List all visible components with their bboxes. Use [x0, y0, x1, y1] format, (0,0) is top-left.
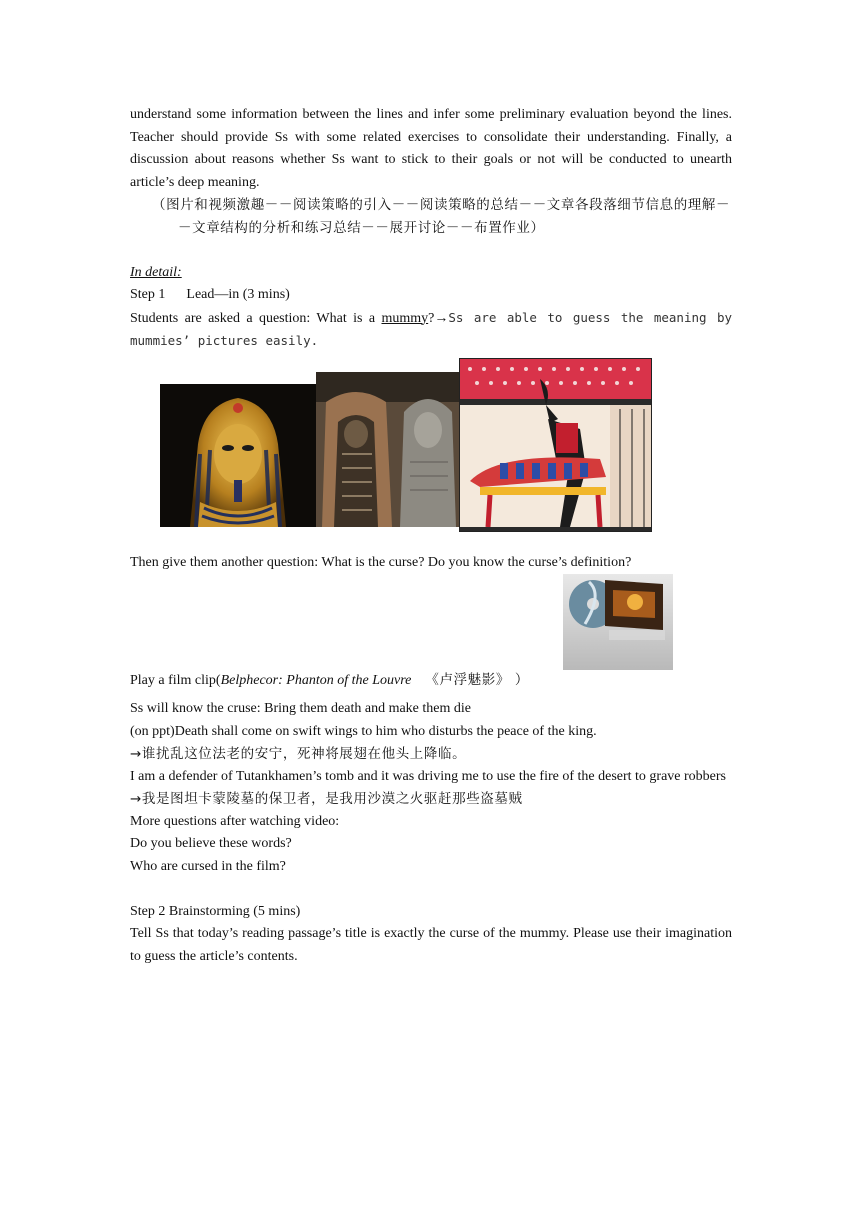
defender-quote-translation: →我是图坦卡蒙陵墓的保卫者，是我用沙漠之火驱赶那些盗墓贼: [130, 791, 523, 807]
step1-note: Ss are able to guess the meaning by mummies’ pictures easily.: [130, 309, 732, 348]
curse-question: Then give them another question: What is the curse? Do you know the curse’s definition?: [130, 554, 632, 570]
more-questions-line: More questions after watching video:: [130, 813, 340, 829]
dvd-cover-image: [563, 574, 673, 670]
film-clip-row: [130, 574, 732, 692]
document-page: [130, 104, 732, 968]
step2-heading: Step 2 Brainstorming (5 mins): [130, 903, 301, 919]
anubis-painting-image: [459, 358, 652, 532]
mummy-pictures: [130, 358, 732, 536]
in-detail-heading: In detail:: [130, 264, 182, 280]
mummy-coffins-image: [316, 372, 460, 527]
curse-meaning-line: Ss will know the cruse: Bring them death and make them die: [130, 701, 471, 716]
intro-paragraph: understand some information between the lines and infer some preliminary evaluation beyond the lines. Teacher should provide Ss with some related exercises to consolidate their understanding. Finally, a discussion about reasons whether Ss want to stick to their goals or not will be conducted to unearth article’s deep meaning.: [130, 107, 732, 190]
step2-paragraph: Tell Ss that today’s reading passage’s title is exactly the curse of the mummy. Please use their imagination to guess the article’s contents.: [130, 926, 732, 964]
question-cursed-line: Who are cursed in the film?: [130, 858, 286, 874]
mummy-word: mummy: [381, 310, 429, 326]
tutankhamun-mask-image: [160, 384, 316, 527]
question-believe-line: Do you believe these words?: [130, 836, 292, 851]
step1-heading: Step 1 Lead—in (3 mins): [130, 287, 290, 302]
step1-question: Students are asked a question: What is a mummy?→Ss are able to guess the meaning by mummies’ pictures easily.: [130, 309, 732, 348]
film-title-chinese: 《卢浮魅影》 ）: [425, 671, 529, 688]
film-clip-line: Play a film clip(Belphecor: Phanton of the Louvre 《卢浮魅影》 ）: [130, 671, 529, 688]
ppt-quote-line: (on ppt)Death shall come on swift wings to him who disturbs the peace of the king.: [130, 723, 597, 739]
ppt-quote-translation: →谁扰乱这位法老的安宁，死神将展翅在他头上降临。: [130, 746, 467, 762]
intro-paragraph-chinese: （图片和视频激趣－－阅读策略的引入－－阅读策略的总结－－文章各段落细节信息的理解－－文章结构的分析和练习总结－－展开讨论－－布置作业）: [152, 197, 731, 236]
film-title: Belphecor: Phanton of the Louvre: [220, 672, 412, 688]
defender-quote-line: I am a defender of Tutankhamen’s tomb and it was driving me to use the fire of the desert to grave robbers: [130, 768, 727, 784]
